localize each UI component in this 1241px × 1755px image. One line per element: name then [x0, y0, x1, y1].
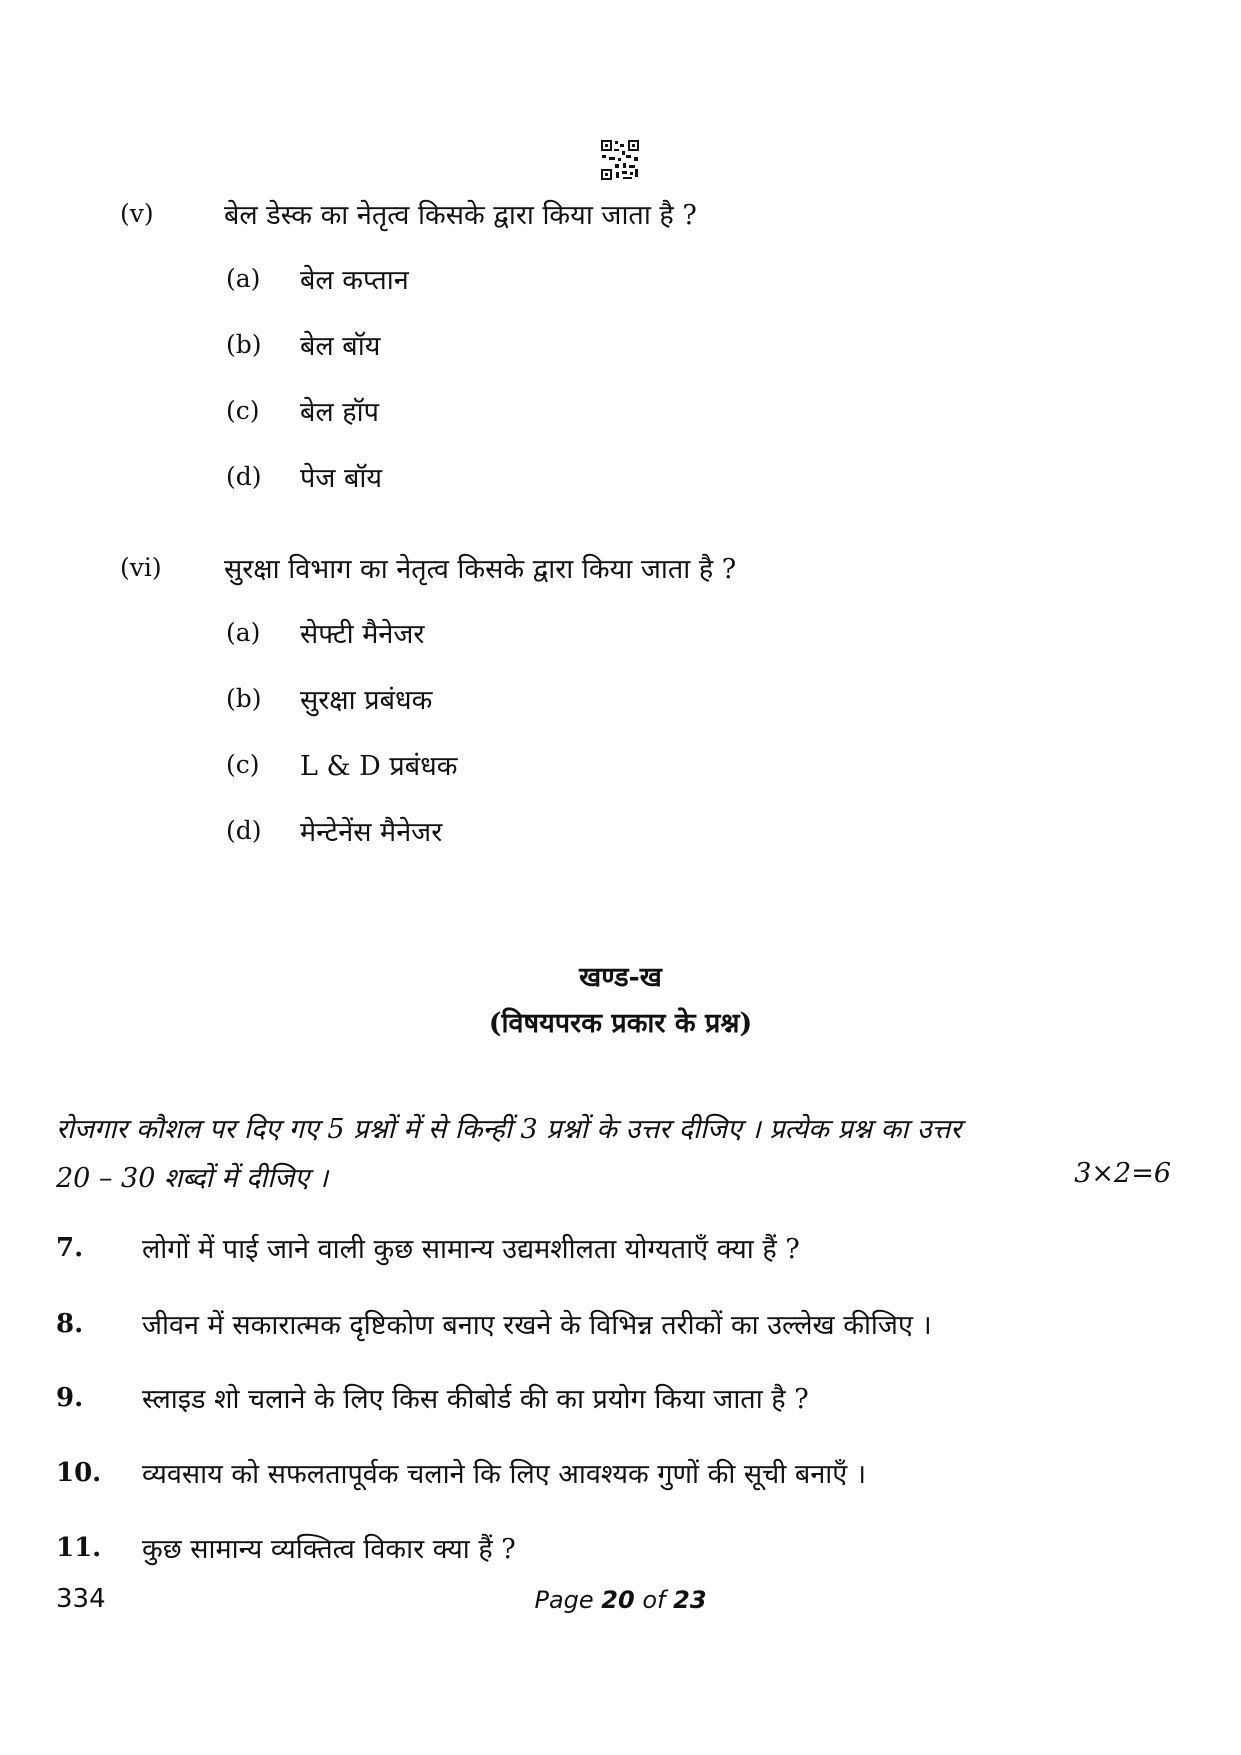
page-total: 23 [673, 1586, 707, 1614]
question-8-text: जीवन में सकारात्मक दृष्टिकोण बनाए रखने के विभिन्न तरीकों का उल्लेख कीजिए । [142, 1310, 932, 1341]
question-v-option-b-text: बेल बॉय [300, 331, 381, 362]
marks-scheme: 3×2=6 [1074, 1158, 1171, 1189]
question-vi-option-a-text: सेफ्टी मैनेजर [300, 619, 425, 650]
page-current: 20 [601, 1586, 635, 1614]
question-11-number: 11. [56, 1533, 102, 1563]
section-title: खण्ड-ख [579, 962, 662, 993]
question-7-number: 7. [56, 1233, 84, 1263]
question-v-option-d-label: (d) [226, 462, 262, 491]
question-v-text: बेल डेस्क का नेतृत्व किसके द्वारा किया जाता है ? [224, 200, 697, 231]
qr-code-icon [600, 139, 640, 181]
instructions-line-1: रोजगार कौशल पर दिए गए 5 प्रश्नों में से किन्हीं 3 प्रश्नों के उत्तर दीजिए । प्रत्येक प्रश्न का उत्तर [56, 1114, 962, 1145]
question-vi-option-d-text: मेन्टेनेंस मैनेजर [300, 817, 443, 848]
question-9-number: 9. [56, 1383, 84, 1413]
question-v-option-c-label: (c) [226, 396, 260, 425]
page-word: Page [534, 1586, 594, 1614]
paper-code: 334 [56, 1584, 106, 1614]
question-8-number: 8. [56, 1309, 84, 1339]
question-v-option-a-label: (a) [226, 264, 261, 293]
question-vi-option-b-text: सुरक्षा प्रबंधक [300, 685, 433, 716]
question-11-text: कुछ सामान्य व्यक्तित्व विकार क्या हैं ? [142, 1534, 516, 1565]
question-vi-number: (vi) [120, 553, 162, 582]
instructions-line-2: 20 – 30 शब्दों में दीजिए । [56, 1163, 329, 1194]
question-v-option-b-label: (b) [226, 330, 262, 359]
question-vi-option-c-text: L & D प्रबंधक [300, 751, 458, 782]
page-of-word: of [642, 1586, 666, 1614]
section-subtitle: (विषयपरक प्रकार के प्रश्न) [488, 1008, 753, 1039]
question-9-text: स्लाइड शो चलाने के लिए किस कीबोर्ड की का प्रयोग किया जाता है ? [142, 1384, 809, 1415]
question-vi-option-d-label: (d) [226, 816, 262, 845]
question-10-number: 10. [56, 1458, 102, 1488]
question-vi-option-b-label: (b) [226, 684, 262, 713]
page-number [0, 1586, 1241, 1614]
question-vi-option-c-label: (c) [226, 750, 260, 779]
question-v-option-c-text: बेल हॉप [300, 397, 379, 428]
question-7-text: लोगों में पाई जाने वाली कुछ सामान्य उद्यमशीलता योग्यताएँ क्या हैं ? [142, 1234, 800, 1265]
question-v-option-d-text: पेज बॉय [300, 463, 383, 494]
question-v-number: (v) [120, 199, 154, 228]
question-vi-option-a-label: (a) [226, 618, 261, 647]
question-vi-text: सुरक्षा विभाग का नेतृत्व किसके द्वारा किया जाता है ? [224, 554, 737, 585]
question-v-option-a-text: बेल कप्तान [300, 265, 409, 296]
question-10-text: व्यवसाय को सफलतापूर्वक चलाने कि लिए आवश्यक गुणों की सूची बनाएँ । [142, 1459, 867, 1490]
